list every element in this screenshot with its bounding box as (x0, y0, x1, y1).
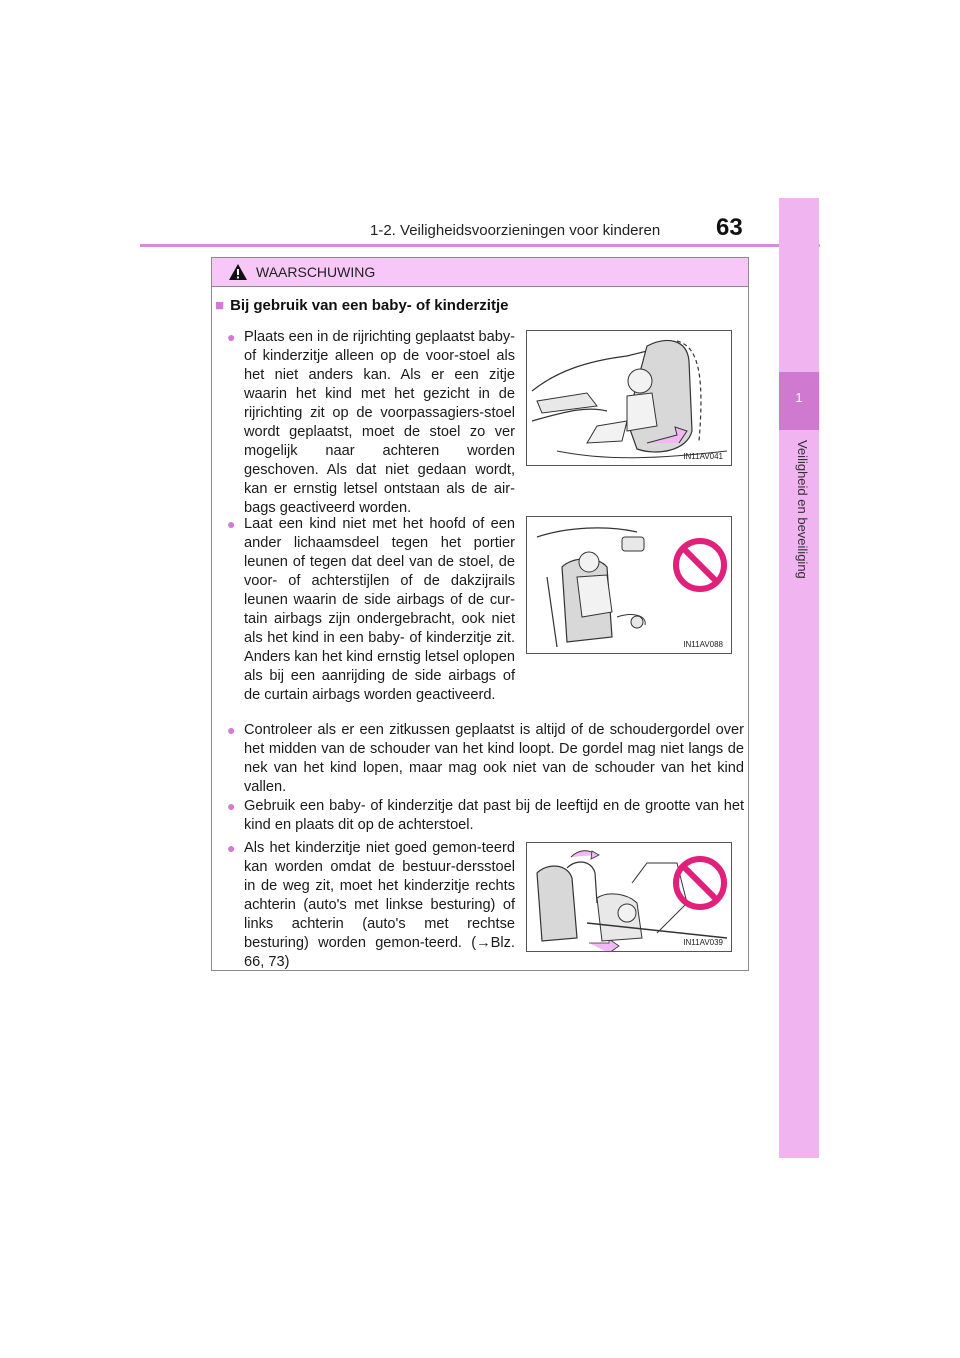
figure-seat-interference (526, 842, 732, 952)
section-heading (215, 297, 508, 314)
figure-child-leaning-door (526, 516, 732, 654)
side-tab-number: 1 (795, 390, 803, 405)
header-title: 1-2. Veiligheidsvoorzieningen voor kinderen (370, 222, 661, 239)
warning-triangle-icon (228, 263, 248, 281)
warning-header (212, 258, 748, 287)
square-bullet-icon: ■ (215, 297, 225, 314)
bullet-text: Plaats een in de rijrichting geplaatst baby- of kinderzitje alleen op de voor-stoel als het niet anders kan. Als er een zitje waarin het kind met het gezicht in de rijrichting zit op de voorpassagiers-stoel wordt geplaatst, moet de stoel zo ver mogelijk naar achteren worden geschoven. Als dat niet gedaan wordt, kan er ernstig letsel ontstaan als de air-bags geactiveerd worden. (244, 329, 515, 516)
section-heading-text: Bij gebruik van een baby- of kinderzitje (230, 297, 509, 314)
bullet-dot-icon: ● (227, 798, 236, 814)
bullet-dot-icon: ● (227, 840, 236, 856)
side-tab-label: Veiligheid en beveiliging (795, 440, 810, 579)
bullet-text: Gebruik een baby- of kinderzitje dat past bij de leeftijd en de grootte van het kind en plaats dit op de achterstoel. (244, 798, 744, 833)
bullet-dot-icon: ● (227, 329, 236, 345)
figure-code: IN11AV088 (683, 640, 723, 649)
bullet-dot-icon: ● (227, 516, 236, 532)
bullet-item (227, 515, 515, 705)
page-number: 63 (716, 214, 743, 241)
bullet-item (227, 721, 744, 797)
bullet-dot-icon: ● (227, 722, 236, 738)
figure-child-seat-front (526, 330, 732, 466)
warning-title: WAARSCHUWING (256, 264, 376, 280)
bullet-text: Als het kinderzitje niet goed gemon-teerd kan worden omdat de bestuur-dersstoel in de weg zit, moet het kinderzitje rechts achterin (auto's met linkse besturing) of links achterin (auto's met rechtse besturing) worden gemon-teerd. (→Blz. 66, 73) (244, 840, 515, 970)
bullet-text: Laat een kind niet met het hoofd of een ander lichaamsdeel tegen het portier leunen of tegen dat deel van de stoel, de voor- of achterstijlen of de dakzijrails leunen waarin de side airbags of de cur-tain airbags zijn ondergebracht, ook niet als het kind in een baby- of kinderzitje zit. Anders kan het kind ernstig letsel oplopen als bij een aanrijding de side airbags of de curtain airbags worden geactiveerd. (244, 516, 515, 703)
seat-interference-illustration (527, 843, 731, 951)
bullet-text: Controleer als er een zitkussen geplaatst is altijd of de schoudergordel over het midden van de schouder van het kind loopt. De gordel mag niet langs de nek van het kind lopen, maar mag ook niet van de schouder van het kind vallen. (244, 722, 744, 795)
header-rule (140, 244, 820, 247)
child-seat-front-illustration (527, 331, 731, 465)
bullet-item (227, 328, 515, 518)
bullet-item (227, 839, 515, 972)
bullet-item (227, 797, 744, 835)
figure-code: IN11AV039 (683, 938, 723, 947)
child-leaning-door-illustration (527, 517, 731, 653)
figure-code: IN11AV041 (683, 452, 723, 461)
